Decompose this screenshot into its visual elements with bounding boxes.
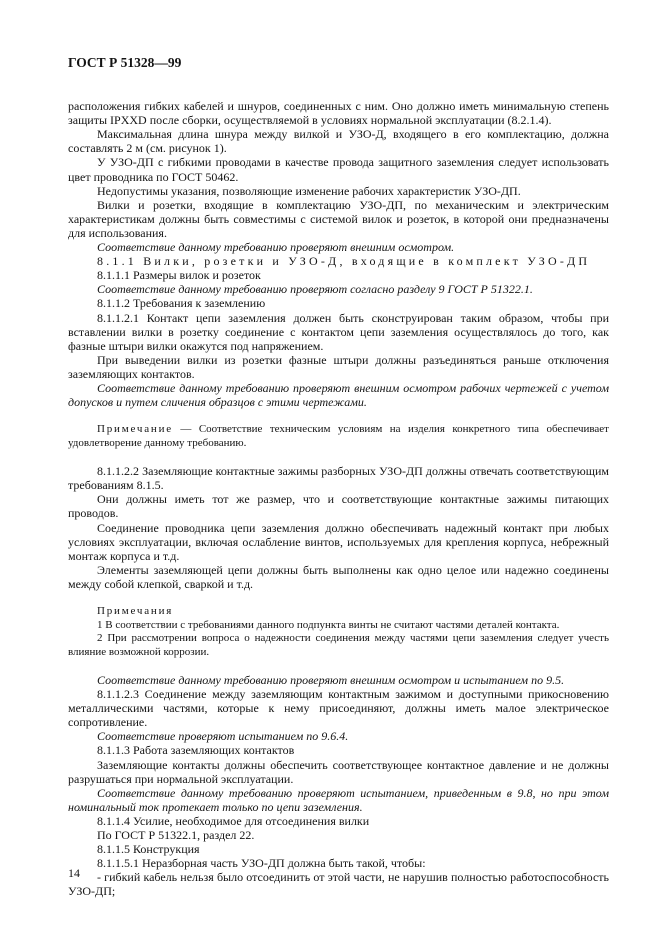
paragraph: При выведении вилки из розетки фазные штыри должны разъединяться раньше отключения заземляющих контактов. xyxy=(68,352,609,381)
compliance-paragraph: Соответствие данному требованию проверяют испытанием, приведенным в 9.8, но при этом номинальный ток протекает только по цепи заземления. xyxy=(68,785,609,814)
section-heading: 8.1.1.3 Работа заземляющих контактов xyxy=(97,743,295,758)
paragraph: 8.1.1.2.2 Заземляющие контактные зажимы разборных УЗО-ДП должны отвечать соответствующим требованиям 8.1.5. xyxy=(68,464,609,493)
compliance-paragraph: Соответствие данному требованию проверяют согласно разделу 9 ГОСТ Р 51322.1. xyxy=(97,282,533,297)
note-text: — Соответствие техническим условиям на изделия конкретного типа обеспечивает удовлетворение данному требованию. xyxy=(68,423,609,449)
paragraph: 8.1.1.5.1 Неразборная часть УЗО-ДП должна быть такой, чтобы: xyxy=(97,856,426,871)
paragraph: Соединение проводника цепи заземления должно обеспечивать надежный контакт при любых условиях эксплуатации, включая ослабление винтов, используемых для крепления корпуса, небрежный монтаж корпуса и т.д. xyxy=(68,520,609,563)
paragraph: Недопустимы указания, позволяющие изменение рабочих характеристик УЗО-ДП. xyxy=(97,183,521,198)
note-label: Примечание xyxy=(97,423,173,436)
paragraph: Они должны иметь тот же размер, что и соответствующие контактные зажимы питающих проводов. xyxy=(68,492,609,521)
paragraph: расположения гибких кабелей и шнуров, соединенных с ним. Оно должно иметь минимальную степень защиты IPXXD после сборки, осуществляемой в условиях нормальной эксплуатации (8.2.1.4). xyxy=(68,99,609,128)
paragraph: Максимальная длина шнура между вилкой и УЗО-Д, входящего в его комплектацию, должна составлять 2 м (см. рисунок 1). xyxy=(68,127,609,156)
document-header: ГОСТ Р 51328—99 xyxy=(68,55,182,70)
section-heading: 8.1.1.1 Размеры вилок и розеток xyxy=(97,268,261,283)
paragraph: У УЗО-ДП с гибкими проводами в качестве провода защитного заземления следует использовать цвет проводника по ГОСТ 50462. xyxy=(68,155,609,184)
note-item: 1 В соответствии с требованиями данного подпункта винты не считают частями деталей контакта. xyxy=(97,618,560,631)
compliance-paragraph: Соответствие данному требованию проверяют внешним осмотром. xyxy=(97,240,455,255)
paragraph: 8.1.1.2.3 Соединение между заземляющим контактным зажимом и доступными прикосновению металлическими частями, которые к нему присоединяют, должны иметь малое электрическое сопротивление. xyxy=(68,687,609,730)
page-number: 14 xyxy=(68,866,80,880)
compliance-paragraph: Соответствие данному требованию проверяют внешним осмотром рабочих чертежей с учетом допусков и путем сличения образцов с этими чертежами. xyxy=(68,380,609,410)
paragraph: Элементы заземляющей цепи должны быть выполнены как одно целое или надежно соединены между собой клепкой, сваркой и т.д. xyxy=(68,562,609,591)
paragraph: 8.1.1.2.1 Контакт цепи заземления должен быть сконструирован таким образом, чтобы при вставлении вилки в розетку соединение с контактом цепи заземления осуществлялось до того, как фазные штыри вилки окажутся под напряжением. xyxy=(68,310,609,353)
section-heading: 8.1.1.2 Требования к заземлению xyxy=(97,296,266,311)
paragraph: Вилки и розетки, входящие в комплектацию УЗО-ДП, по механическим и электрическим характеристикам должны быть совместимы с системой вилок и розеток, в которой они предназначены для использования. xyxy=(68,197,609,240)
note xyxy=(68,423,609,450)
note-item: 2 При рассмотрении вопроса о надежности соединения между частями цепи заземления следует учесть влияние возможной коррозии. xyxy=(68,632,609,658)
compliance-paragraph: Соответствие данному требованию проверяют внешним осмотром и испытанием по 9.5. xyxy=(97,673,565,687)
list-item: - гибкий кабель нельзя было отсоединить от этой части, не нарушив полностью работоспособность УЗО-ДП; xyxy=(68,870,609,899)
notes-label: Примечания xyxy=(97,605,174,617)
compliance-paragraph: Соответствие проверяют испытанием по 9.6.4. xyxy=(97,729,349,744)
paragraph: Заземляющие контакты должны обеспечить соответствующее контактное давление и не должны разрушаться при нормальной эксплуатации. xyxy=(68,757,609,786)
section-heading: 8.1.1.5 Конструкция xyxy=(97,842,200,857)
section-heading: 8.1.1.4 Усилие, необходимое для отсоединения вилки xyxy=(97,813,370,828)
paragraph: По ГОСТ Р 51322.1, раздел 22. xyxy=(97,828,255,843)
section-heading: 8.1.1 Вилки, розетки и УЗО-Д, входящие в комплект УЗО-ДП xyxy=(97,254,591,269)
